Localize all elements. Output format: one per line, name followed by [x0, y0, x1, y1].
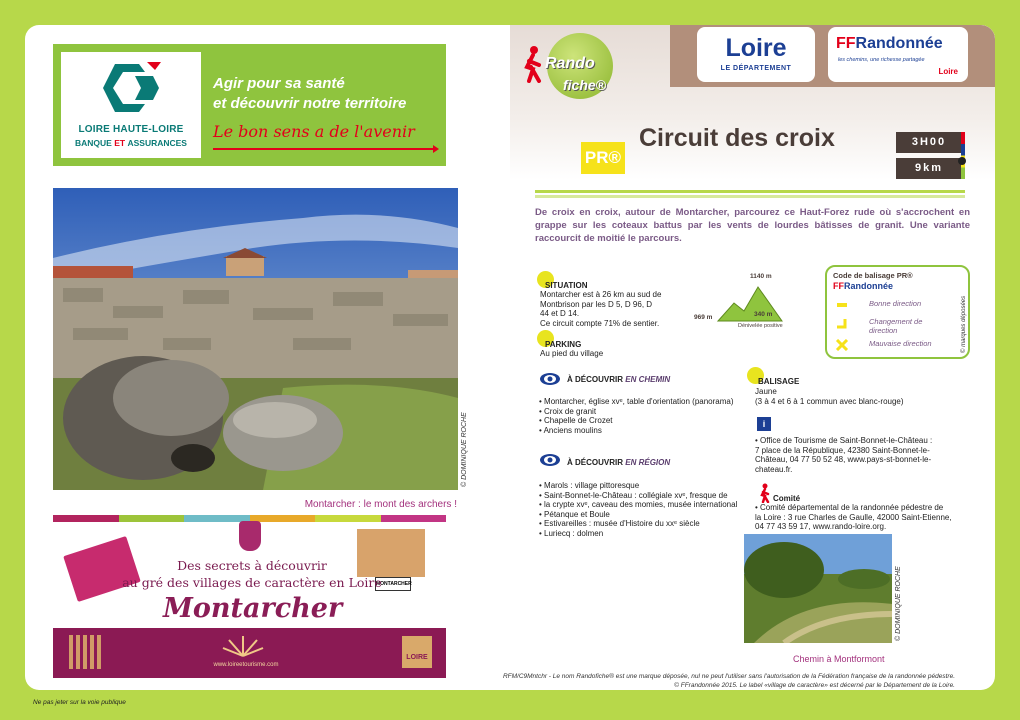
village-sign: MONTARCHER	[375, 577, 411, 591]
distance-badge: 9km	[896, 158, 962, 179]
comite-heading: Comité	[773, 494, 801, 503]
balisage-heading: BALISAGE	[758, 377, 800, 386]
sun-logo-icon	[221, 634, 265, 658]
ca-subtitle: BANQUE ET ASSURANCES	[75, 138, 187, 148]
village-ad-text: Des secrets à découvrir au gré des villages de caractère en Loire	[122, 558, 382, 590]
randofiche-logo	[515, 27, 620, 107]
village-ad	[53, 515, 446, 678]
rando-label: Rando	[545, 55, 595, 72]
ffrandonnee-logo: FFRandonnée les chemins, une richesse partagée Loire	[828, 27, 968, 82]
list-item: • Saint-Bonnet-le-Château : collégiale xvᵉ, fresque de	[539, 491, 737, 501]
color-bar	[381, 515, 447, 522]
region-heading: À DÉCOUVRIR EN RÉGION	[567, 458, 671, 467]
trail-photo-caption: Chemin à Montformont	[793, 654, 885, 664]
good-direction-icon	[833, 299, 851, 311]
region-list	[539, 481, 737, 538]
elevation-min: 969 m	[694, 314, 713, 321]
situation-text: Montarcher est à 26 km au sud de Montbrison par les D 5, D 96, D 44 et D 14. Ce circuit compte 71% de sentier.	[540, 290, 662, 328]
marking-credit: © marques déposées	[961, 295, 967, 353]
ca-tagline: Le bon sens a de l'avenir	[213, 122, 415, 141]
trail-photo	[744, 534, 892, 643]
info-icon: i	[757, 417, 771, 431]
litter-notice: Ne pas jeter sur la voie publique	[33, 699, 126, 706]
marking-row: Bonne direction	[833, 299, 963, 313]
eye-icon	[539, 453, 561, 467]
footer-line-1: RFM/C9Mntchr - Le nom Randofiche® est une marque déposée, nul ne peut l'utiliser sans l'autorisation de la Fédération française de la randonnée pédestre.	[502, 673, 955, 680]
trail-photo-credit: © DOMINIQUE ROCHE	[895, 566, 902, 641]
situation-heading: SITUATION	[545, 281, 588, 290]
parking-heading: PARKING	[545, 340, 582, 349]
ca-slogan: Agir pour sa santé et découvrir notre territoire	[213, 75, 407, 112]
village-badge-icon	[239, 521, 261, 551]
balisage-text: Jaune (3 à 4 et 6 à 1 commun avec blanc-rouge)	[755, 387, 904, 406]
hiker-icon	[757, 483, 771, 503]
main-photo	[53, 188, 458, 490]
list-item: • Montarcher, église xvᵉ, table d'orientation (panorama)	[539, 397, 734, 407]
hiker-icon	[519, 45, 545, 83]
difficulty-scale	[961, 132, 965, 179]
list-item: • Chapelle de Crozet	[539, 416, 734, 426]
chemin-list	[539, 397, 734, 435]
credit-agricole-logo	[61, 52, 201, 158]
pr-badge: PR®	[581, 142, 625, 174]
elevation-max: 1140 m	[750, 273, 772, 280]
route-intro: De croix en croix, autour de Montarcher, parcourez ce Haut-Forez rude où s'accrochent en grappe sur les coteaux battus par les vents de lourdes bâtisses de granit. Une variante raccourcit de moitié le parcours.	[535, 207, 970, 244]
loire-tag: LOIRE	[402, 636, 432, 668]
list-item: • Pétanque et Boule	[539, 510, 737, 520]
qr-code-icon	[69, 635, 103, 669]
village-url: www.loireetourisme.com	[213, 662, 279, 668]
elevation-gain: 340 m	[754, 311, 773, 318]
change-direction-icon	[833, 317, 851, 329]
route-title: Circuit des croix	[639, 124, 835, 152]
list-item: • Croix de granit	[539, 407, 734, 417]
credit-agricole-mark-icon	[95, 60, 165, 116]
color-bar	[315, 515, 381, 522]
elevation-profile	[694, 273, 800, 333]
village-name: Montarcher	[163, 593, 343, 624]
elevation-gain-label: Dénivelée positive	[738, 323, 783, 329]
office-text: • Office de Tourisme de Saint-Bonnet-le-Château : 7 place de la République, 42380 Saint-Bonnet-le- Château, 04 77 50 52 48, www.pays-st-bonnet-le- chateau.fr.	[755, 436, 933, 474]
list-item: • Anciens moulins	[539, 426, 734, 436]
footer-line-2: © FFrandonnée 2015. Le label «village de caractère» est décerné par le Département de la Loire.	[674, 682, 955, 689]
eye-icon	[539, 372, 561, 386]
loire-logo: Loire LE DÉPARTEMENT	[697, 27, 815, 82]
main-photo-credit: © DOMINIQUE ROCHE	[461, 412, 468, 487]
parking-text: Au pied du village	[540, 349, 604, 358]
chemin-heading: À DÉCOUVRIR EN CHEMIN	[567, 375, 671, 384]
color-bar	[119, 515, 185, 522]
list-item: • Marols : village pittoresque	[539, 481, 737, 491]
marking-row: Changement de direction	[833, 317, 963, 331]
marking-row: Mauvaise direction	[833, 339, 963, 353]
credit-agricole-banner	[53, 44, 446, 166]
ca-arrow	[213, 148, 435, 150]
fiche-label: fiche®	[563, 77, 606, 93]
list-item: • Estivareilles : musée d'Histoire du xxᵉ siècle	[539, 519, 737, 529]
ca-region-name: LOIRE HAUTE-LOIRE	[78, 124, 184, 135]
wrong-direction-icon	[833, 339, 851, 351]
divider	[535, 190, 965, 193]
list-item: • Luriecq : dolmen	[539, 529, 737, 539]
difficulty-marker	[958, 157, 966, 165]
divider	[535, 195, 965, 198]
duration-badge: 3H00	[896, 132, 962, 153]
rando-fiche-page	[25, 25, 995, 690]
color-bar	[53, 515, 119, 522]
village-ad-footer	[53, 628, 446, 678]
marking-legend: Code de balisage PR® FFRandonnée Bonne direction Changement de direction Mauvaise direction	[825, 265, 970, 359]
list-item: • la crypte xvᵉ, caveau des momies, musée international	[539, 500, 737, 510]
main-photo-caption: Montarcher : le mont des archers !	[304, 499, 457, 510]
comite-text: • Comité départemental de la randonnée pédestre de la Loire : 3 rue Charles de Gaulle, 42000 Saint-Etienne, 04 77 43 59 17, www.rando-loire.org.	[755, 503, 952, 531]
